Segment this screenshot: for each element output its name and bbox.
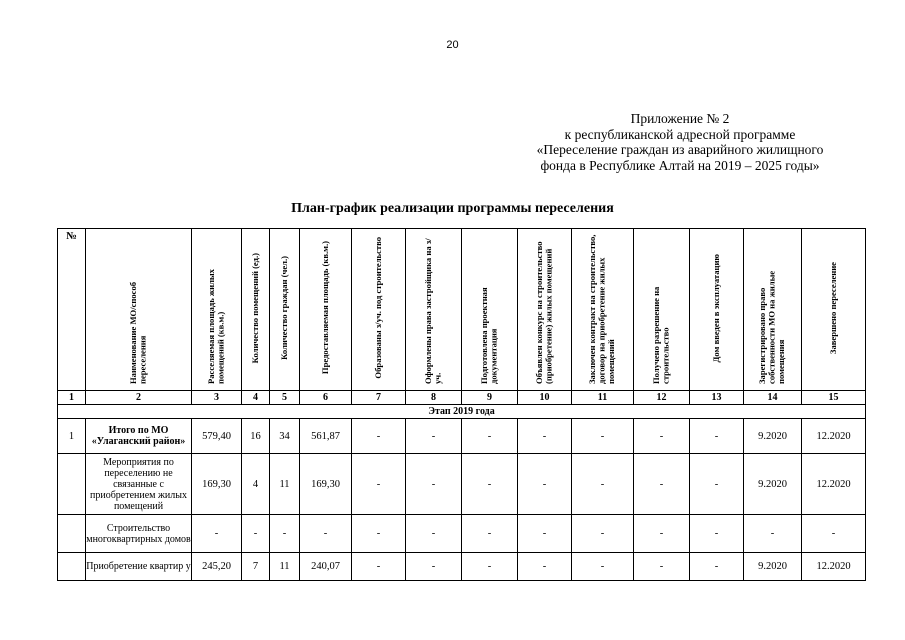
header-text: Предоставляемая площадь (кв.м.) bbox=[319, 241, 330, 375]
column-number: 10 bbox=[518, 391, 572, 405]
table-row bbox=[58, 454, 866, 515]
header-col-14 bbox=[744, 229, 802, 391]
header-col-10 bbox=[518, 229, 572, 391]
row-num bbox=[58, 553, 86, 581]
header-text: Заключен контракт на строительство, договор на приобретение жилых помещений bbox=[587, 234, 617, 384]
table-row bbox=[58, 553, 866, 581]
row-date: - bbox=[744, 515, 802, 553]
row-cell: - bbox=[690, 553, 744, 581]
column-number: 12 bbox=[634, 391, 690, 405]
column-number-row bbox=[58, 391, 866, 405]
row-cell: - bbox=[690, 515, 744, 553]
row-provided: 240,07 bbox=[300, 553, 352, 581]
header-num: № bbox=[58, 229, 86, 391]
column-number: 9 bbox=[462, 391, 518, 405]
column-number: 13 bbox=[690, 391, 744, 405]
table-row bbox=[58, 515, 866, 553]
column-number: 11 bbox=[572, 391, 634, 405]
row-cell: - bbox=[352, 419, 406, 454]
row-provided: - bbox=[300, 515, 352, 553]
row-cell: - bbox=[690, 419, 744, 454]
row-cell: - bbox=[572, 515, 634, 553]
appendix-block bbox=[510, 111, 850, 173]
row-provided: 169,30 bbox=[300, 454, 352, 515]
row-cell: - bbox=[352, 515, 406, 553]
row-provided: 561,87 bbox=[300, 419, 352, 454]
row-cell: - bbox=[634, 454, 690, 515]
header-text: Зарегистрировано право собственности МО на жилые помещения bbox=[757, 270, 787, 384]
schedule-table bbox=[57, 228, 866, 581]
row-people: 11 bbox=[270, 454, 300, 515]
row-name: Итого по МО «Улаганский район» bbox=[86, 419, 192, 454]
row-cell: - bbox=[518, 419, 572, 454]
row-area: - bbox=[192, 515, 242, 553]
row-rooms: 4 bbox=[242, 454, 270, 515]
header-text: Наименование МО/способ переселения bbox=[127, 281, 148, 384]
header-col-8 bbox=[406, 229, 462, 391]
column-number: 2 bbox=[86, 391, 192, 405]
row-num bbox=[58, 515, 86, 553]
column-number: 1 bbox=[58, 391, 86, 405]
header-col-3 bbox=[192, 229, 242, 391]
header-col-13 bbox=[690, 229, 744, 391]
column-number: 6 bbox=[300, 391, 352, 405]
row-people: 34 bbox=[270, 419, 300, 454]
row-cell: - bbox=[634, 515, 690, 553]
row-num: 1 bbox=[58, 419, 86, 454]
row-cell: - bbox=[406, 553, 462, 581]
row-cell: - bbox=[572, 419, 634, 454]
column-number: 15 bbox=[802, 391, 866, 405]
row-area: 579,40 bbox=[192, 419, 242, 454]
plan-title: План-график реализации программы переселения bbox=[291, 201, 614, 216]
appendix-line-2: к республиканской адресной программе bbox=[564, 126, 796, 142]
row-name-cell bbox=[86, 553, 192, 581]
row-name: Приобретение квартир у bbox=[86, 561, 191, 572]
appendix-line-1: Приложение № 2 bbox=[630, 111, 730, 126]
header-col-12 bbox=[634, 229, 690, 391]
row-cell: - bbox=[462, 553, 518, 581]
row-cell: - bbox=[406, 515, 462, 553]
table-row bbox=[58, 419, 866, 454]
header-text: Получено разрешение на строительство bbox=[650, 286, 671, 384]
header-text: Дом введен в эксплуатацию bbox=[710, 253, 721, 363]
header-text: Объявлен конкурс на строительство (приобретение) жилых помещений bbox=[533, 241, 554, 384]
header-col-6 bbox=[300, 229, 352, 391]
row-rooms: 7 bbox=[242, 553, 270, 581]
row-date: 12.2020 bbox=[802, 553, 866, 581]
appendix-line-3: «Переселение граждан из аварийного жилищного bbox=[536, 142, 824, 157]
header-col-15 bbox=[802, 229, 866, 391]
row-name: Мероприятия по переселению не связанные с приобретением жилых помещений bbox=[86, 454, 192, 515]
row-cell: - bbox=[352, 454, 406, 515]
column-number: 5 bbox=[270, 391, 300, 405]
stage-label: Этап 2019 года bbox=[58, 405, 866, 419]
row-num bbox=[58, 454, 86, 515]
header-col-4 bbox=[242, 229, 270, 391]
row-cell: - bbox=[406, 454, 462, 515]
row-date: - bbox=[802, 515, 866, 553]
header-text: Завершено переселение bbox=[827, 261, 838, 355]
row-cell: - bbox=[518, 454, 572, 515]
row-date: 12.2020 bbox=[802, 454, 866, 515]
row-cell: - bbox=[518, 515, 572, 553]
header-col-9 bbox=[462, 229, 518, 391]
row-cell: - bbox=[572, 553, 634, 581]
column-number: 8 bbox=[406, 391, 462, 405]
row-cell: - bbox=[352, 553, 406, 581]
column-number: 14 bbox=[744, 391, 802, 405]
row-area: 169,30 bbox=[192, 454, 242, 515]
row-cell: - bbox=[572, 454, 634, 515]
row-rooms: 16 bbox=[242, 419, 270, 454]
row-area: 245,20 bbox=[192, 553, 242, 581]
row-cell: - bbox=[462, 454, 518, 515]
header-col-7 bbox=[352, 229, 406, 391]
header-col-11 bbox=[572, 229, 634, 391]
row-rooms: - bbox=[242, 515, 270, 553]
row-cell: - bbox=[690, 454, 744, 515]
row-cell: - bbox=[634, 553, 690, 581]
header-text: Расселяемая площадь жилых помещений (кв.м.) bbox=[205, 269, 226, 384]
row-date: 9.2020 bbox=[744, 553, 802, 581]
header-col-2 bbox=[86, 229, 192, 391]
row-cell: - bbox=[634, 419, 690, 454]
appendix-line-4: фонда в Республике Алтай на 2019 – 2025 годы» bbox=[540, 157, 820, 173]
header-text: Количество помещений (ед.) bbox=[249, 252, 260, 364]
row-cell: - bbox=[518, 553, 572, 581]
row-date: 9.2020 bbox=[744, 419, 802, 454]
page-number: 20 bbox=[446, 39, 459, 51]
row-cell: - bbox=[462, 419, 518, 454]
header-row bbox=[58, 229, 866, 391]
stage-row bbox=[58, 405, 866, 419]
row-date: 12.2020 bbox=[802, 419, 866, 454]
row-people: 11 bbox=[270, 553, 300, 581]
header-col-5 bbox=[270, 229, 300, 391]
row-cell: - bbox=[462, 515, 518, 553]
row-name: Строительство многоквартирных домов bbox=[86, 515, 192, 553]
column-number: 3 bbox=[192, 391, 242, 405]
row-cell: - bbox=[406, 419, 462, 454]
column-number: 4 bbox=[242, 391, 270, 405]
header-text: Количество граждан (чел.) bbox=[278, 256, 289, 360]
header-text: Образованы з/уч. под строительство bbox=[372, 237, 383, 379]
column-number: 7 bbox=[352, 391, 406, 405]
header-text: Оформлены права застройщика на з/уч. bbox=[422, 238, 443, 384]
header-text: Подготовлена проектная документация bbox=[478, 287, 499, 384]
row-date: 9.2020 bbox=[744, 454, 802, 515]
row-people: - bbox=[270, 515, 300, 553]
